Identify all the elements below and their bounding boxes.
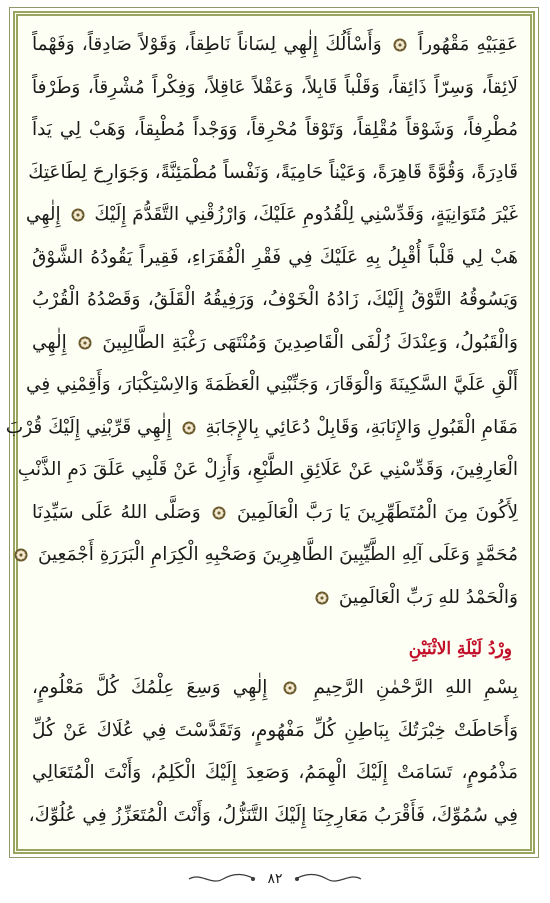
text-line: هَبْ لِي قَلْباً أُقْبِلُ بِهِ عَلَيْكَ فِي فَقْرِ الْفُقَرَاءِ، فَقِيراً يَقُودُهُ الشَّوْقُ xyxy=(32,246,518,268)
flourish-ornament-icon xyxy=(187,872,257,886)
prayer-text-block-1 xyxy=(5,24,518,619)
text-line: غَيْرَ مُتَوَانِيَةٍ، وَقَدِّسْنِي لِلْقُدُومِ عَلَيْكَ، وَارْزُقْنِي التَّقَدُّمَ إِلَيْكَ إِلٰهِي xyxy=(25,204,518,225)
text-line: لَائِقاً، وَسِرّاً ذَائِقاً، وَقَلْباً قَابِلاً، وَعَقْلاً عَاقِلاً، وَفِكْراً مُشْرِقاً، وَطَرْفاً xyxy=(32,76,518,98)
text-line: قَادِرَةً، وَقُوَّةً قَاهِرَةً، وَعَيْناً حَامِيَةً، وَنَفْساً مُطْمَئِنَّةً، وَجَوَارِحَ لِطَاعَتِكَ xyxy=(28,161,518,183)
rosette-seal-icon xyxy=(212,506,226,520)
text-line: مَقَامِ الْقَبُولِ وَالإِنَابَةِ، وَقَابِلْ دُعَائِي بِالإِجَابَةِ إِلٰهِي قَرِّبْنِي إِلَيْكَ قُرْبَ xyxy=(5,416,518,438)
rosette-seal-icon xyxy=(78,336,92,350)
prayer-text-block-2 xyxy=(28,667,518,837)
text-line: وَأَحَاطَتْ خِبْرَتُكَ بِبَاطِنِ كُلِّ مَفْهُومٍ، وَتَقَدَّسْتَ فِي عُلَاكَ عَنْ كُلِّ xyxy=(32,719,518,741)
text-line: فِي سُمُوِّكَ، فَأَقْرَبُ مَعَارِجِنَا إِلَيْكَ التَّنَزُّلُ، وَأَنْتَ الْمُتَعَزِّزُ فِي عُلُوِّكَ، xyxy=(28,804,518,826)
text-line: الْعَارِفِينَ، وَقَدِّسْنِي عَنْ عَلَائِقِ الطَّبْعِ، وَأَزِلْ عَنْ قَلْبِي عَلَقَ دَمِ الذَّنْبِ xyxy=(17,459,518,480)
rosette-seal-icon xyxy=(315,591,329,605)
page-number: ٨٢ xyxy=(267,871,283,887)
text-line: أَلْقِ عَلَيَّ السَّكِينَةَ وَالْوَقَارَ، وَجَنِّبْنِي الْعَظَمَةَ وَالاِسْتِكْبَارَ، وَأَقِمْنِي فِي xyxy=(25,374,518,395)
rosette-seal-icon xyxy=(182,421,196,435)
rosette-seal-icon xyxy=(71,208,85,222)
text-line: عَقِبَيْهِ مَقْهُوراً وَأَسْأَلُكَ إِلٰهِي لِسَاناً نَاطِقاً، وَقَوْلاً صَادِقاً، وَفَهْماً xyxy=(32,34,518,55)
flourish-ornament-icon xyxy=(293,872,363,886)
rosette-seal-icon xyxy=(14,548,28,562)
text-line: مَذْمُومٍ، تَسَامَتْ إِلَيْكَ الْهِمَمُ، وَصَعِدَ إِلَيْكَ الْكَلِمُ، وَأَنْتَ الْمُتَعَالِي xyxy=(32,762,518,783)
section-heading: وِرْدُ لَيْلَةِ الاثْنَيْنِ xyxy=(408,639,512,659)
text-line: لِأَكُونَ مِنَ الْمُتَطَهِّرِينَ يَا رَبَّ الْعَالَمِينَ وَصَلَّى اللهُ عَلَى سَيِّدِنَا xyxy=(32,501,518,523)
page-footer xyxy=(0,864,550,894)
document-page xyxy=(5,24,518,834)
rosette-seal-icon xyxy=(393,38,407,52)
text-line: بِسْمِ اللهِ الرَّحْمٰنِ الرَّحِيمِ إِلٰهِي وَسِعَ عِلْمُكَ كُلَّ مَعْلُومٍ، xyxy=(32,677,518,698)
text-line: وَالْحَمْدُ للهِ رَبِّ الْعَالَمِينَ xyxy=(32,577,518,620)
text-line: وَيَسُوقُهُ التَّوْقُ إِلَيْكَ، زَادُهُ الْخَوْفُ، وَرَفِيقُهُ الْقَلَقُ، وَقَصْدُهُ الْقُرْبُ xyxy=(32,289,518,310)
rosette-seal-icon xyxy=(283,681,297,695)
text-line: مُحَمَّدٍ وَعَلَى آلِهِ الطَّيِّبِينَ الطَّاهِرِينَ وَصَحْبِهِ الْكِرَامِ الْبَرَرَةِ أَجْمَعِينَ xyxy=(32,534,518,577)
text-line: مُطْرِفاً، وَشَوْقاً مُقْلِقاً، وَتَوْقاً مُحْرِقاً، وَوَجْداً مُطْبِقاً، وَهَبْ لِي يَداً xyxy=(32,119,518,140)
text-line: وَالْقَبُولُ، وَعِنْدَكَ زُلْفَى الْقَاصِدِينَ وَمُنْتَهَى رَغْبَةِ الطَّالِبِينَ إِلٰهِي xyxy=(32,331,518,353)
